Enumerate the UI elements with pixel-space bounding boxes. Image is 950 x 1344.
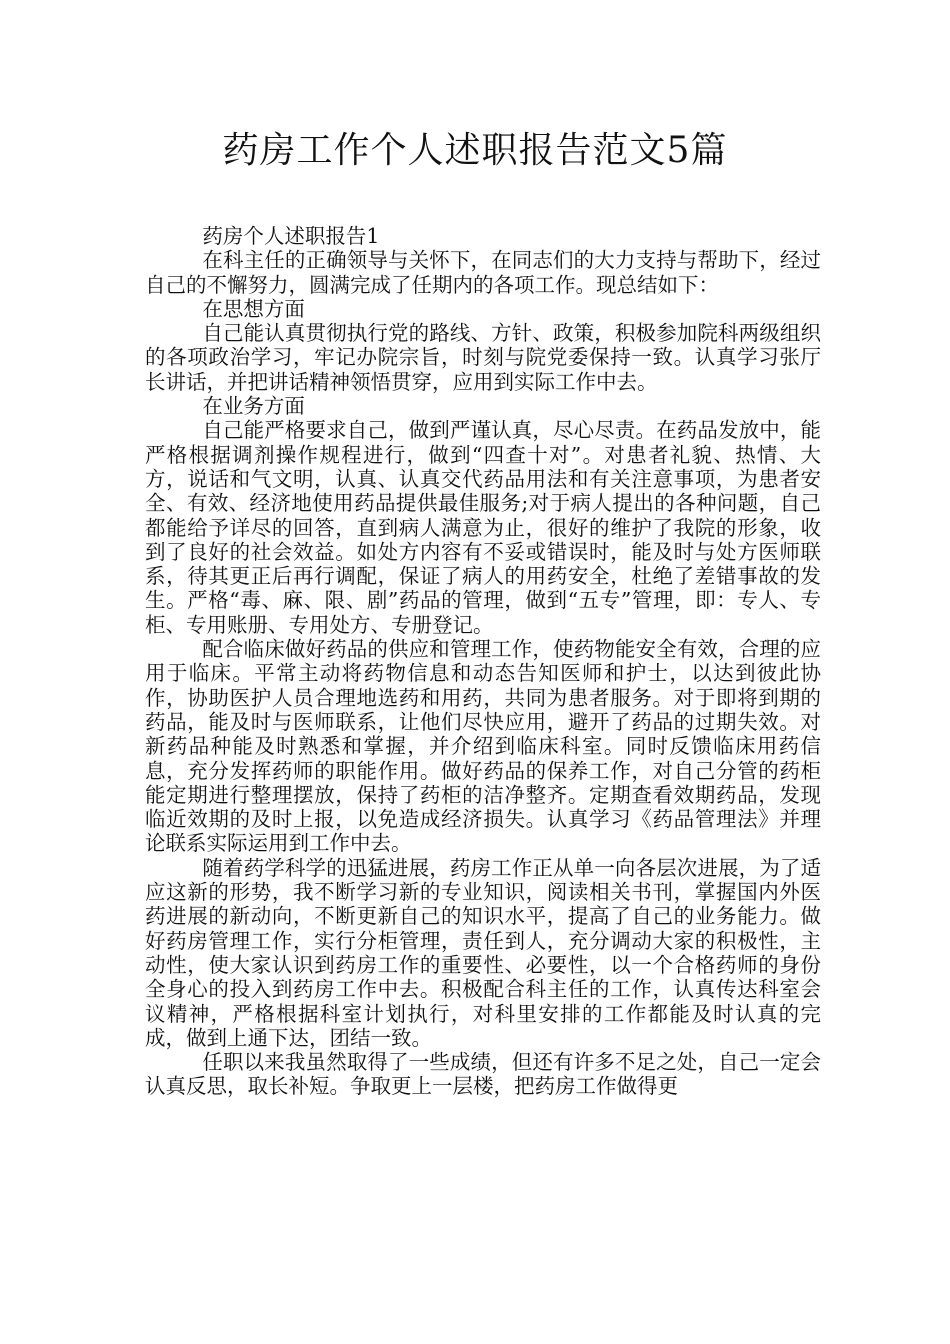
document-body [145,224,821,1099]
paragraph-development: 随着药学科学的迅猛进展，药房工作正从单一向各层次进展，为了适应这新的形势，我不断学习新的专业知识，阅读相关书刊，掌握国内外医药进展的新动向，不断更新自己的知识水平，提高了自己的业务能力。做好药房管理工作，实行分柜管理，责任到人，充分调动大家的积极性，主动性，使大家认识到药房工作的重要性、必要性，以一个合格药师的身份全身心的投入到药房工作中去。积极配合科主任的工作，认真传达科室会议精神，严格根据科室计划执行，对科里安排的工作都能及时认真的完成，做到上通下达，团结一致。 [145,855,821,1050]
paragraph-business: 自己能严格要求自己，做到严谨认真，尽心尽责。在药品发放中，能严格根据调剂操作规程进行，做到“四查十对”。对患者礼貌、热情、大方，说话和气文明，认真、认真交代药品用法和有关注意事项，为患者安全、有效、经济地使用药品提供最佳服务;对于病人提出的各种问题，自己都能给予详尽的回答，直到病人满意为止，很好的维护了我院的形象，收到了良好的社会效益。如处方内容有不妥或错误时，能及时与处方医师联系，待其更正后再行调配，保证了病人的用药安全，杜绝了差错事故的发生。严格“毒、麻、限、剧”药品的管理，做到“五专”管理，即：专人、专柜、专用账册、专用处方、专册登记。 [145,418,821,637]
report-subtitle: 药房个人述职报告1 [202,224,380,248]
paragraph-thought: 自己能认真贯彻执行党的路线、方针、政策，积极参加院科两级组织的各项政治学习，牢记办院宗旨，时刻与院党委保持一致。认真学习张厅长讲话，并把讲话精神领悟贯穿，应用到实际工作中去。 [145,321,821,394]
section-heading-business: 在业务方面 [202,394,305,419]
paragraph-clinical: 配合临床做好药品的供应和管理工作，使药物能安全有效，合理的应用于临床。平常主动将药物信息和动态告知医师和护士，以达到彼此协作，协助医护人员合理地选药和用药，共同为患者服务。对于即将到期的药品，能及时与医师联系，让他们尽快应用，避开了药品的过期失效。对新药品种能及时熟悉和掌握，并介绍到临床科室。同时反馈临床用药信息，充分发挥药师的职能作用。做好药品的保养工作，对自己分管的药柜能定期进行整理摆放，保持了药柜的洁净整齐。定期查看效期药品，发现临近效期的及时上报，以免造成经济损失。认真学习《药品管理法》并理论联系实际运用到工作中去。 [145,637,821,856]
paragraph-conclusion: 任职以来我虽然取得了一些成绩，但还有许多不足之处，自己一定会认真反思，取长补短。争取更上一层楼，把药房工作做得更 [145,1050,821,1099]
paragraph-intro: 在科主任的正确领导与关怀下，在同志们的大力支持与帮助下，经过自己的不懈努力，圆满完成了任期内的各项工作。现总结如下： [145,248,821,297]
document-title: 药房工作个人述职报告范文5篇 [222,130,728,171]
section-heading-thought: 在思想方面 [202,296,305,321]
